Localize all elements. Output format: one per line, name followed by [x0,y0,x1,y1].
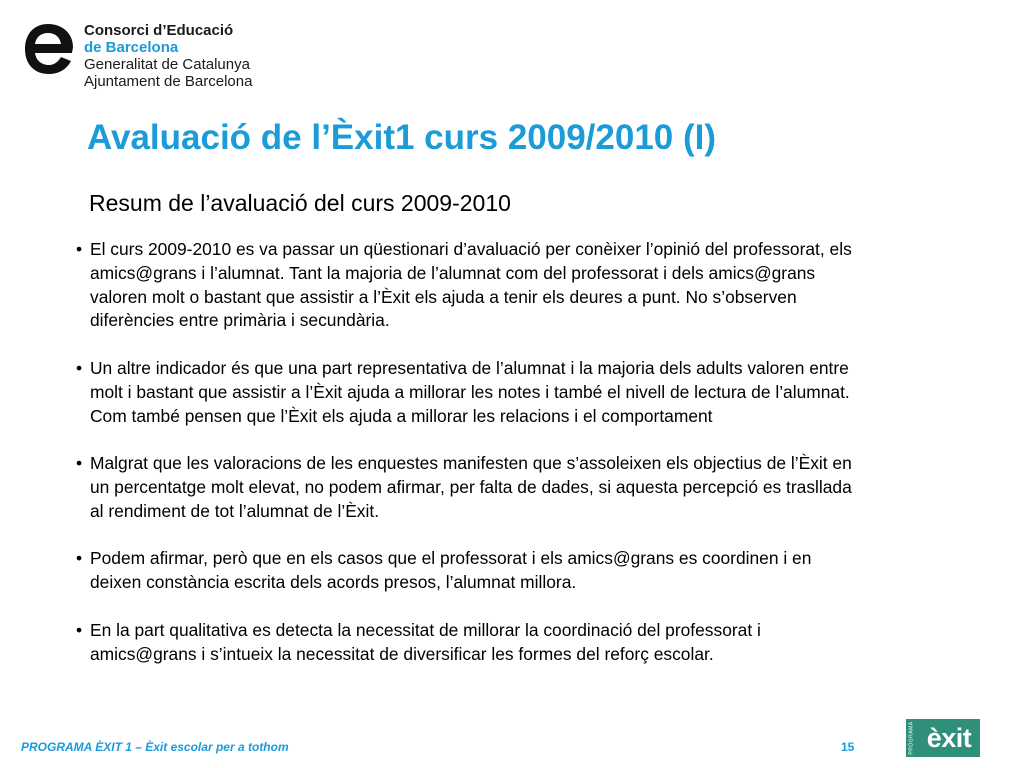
bullet-item [76,238,986,333]
bullet-text [90,357,850,428]
bullet-line: deixen constància escrita dels acords presos, l’alumnat millora. [90,572,577,593]
organization-name [84,22,252,90]
logo-word: èxit [926,723,972,753]
bullet-line: Com també pensen que l’Èxit els ajuda a millorar les relacions i el comportament [90,405,713,426]
org-name-line-4: Ajuntament de Barcelona [84,73,253,90]
logo-side-label [906,719,918,757]
footer-program-text: PROGRAMA ÈXIT 1 – Èxit escolar per a tothom [21,740,289,754]
bullet-text [90,547,811,595]
org-name-line-2: de Barcelona [84,39,179,56]
bullet-list [76,238,986,690]
bullet-text [90,452,852,523]
bullet-item [76,619,986,667]
slide-subtitle: Resum de l’avaluació del curs 2009-2010 [89,190,511,216]
bullet-line: Malgrat que les valoracions de les enquestes manifesten que s’assoleixen els objectius de l’Èxit en [90,453,852,474]
exit-program-logo-icon [906,719,980,757]
bullet-icon: • [76,619,83,640]
bullet-line: amics@grans i l’alumnat. Tant la majoria de l’alumnat com del professorat i dels amics@grans [90,262,816,283]
bullet-line: amics@grans i s’intueix la necessitat de diversificar les formes del reforç escolar. [90,643,714,664]
bullet-line: Un altre indicador és que una part representativa de l’alumnat i la majoria dels adults valoren entre [90,357,849,378]
org-name-line-1: Consorci d’Educació [84,22,234,39]
slide-title: Avaluació de l’Èxit1 curs 2009/2010 (I) [87,118,717,157]
bullet-line: El curs 2009-2010 es va passar un qüestionari d’avaluació per conèixer l’opinió del professorat, els [90,239,852,259]
bullet-icon: • [76,239,83,259]
bullet-text [90,238,852,333]
bullet-item [76,452,986,523]
bullet-line: al rendiment de tot l’alumnat de l’Èxit. [90,500,380,521]
bullet-text [90,619,761,667]
bullet-line: En la part qualitativa es detecta la necessitat de millorar la coordinació del professorat i [90,619,761,640]
logo-side-text: PROGRAMA [909,721,916,755]
consorci-e-logo-icon [22,20,74,78]
bullet-item [76,357,986,428]
org-name-line-3: Generalitat de Catalunya [84,56,250,73]
bullet-line: un percentatge molt elevat, no podem afirmar, per falta de dades, si aquesta percepció es trasllada [90,476,852,497]
page-number: 15 [841,740,855,754]
bullet-line: molt i bastant que assistir a l’Èxit ajuda a millorar les notes i també el nivell de lectura de l’alumnat. [90,381,850,402]
bullet-line: diferències entre primària i secundària. [90,310,390,331]
bullet-line: valoren molt o bastant que assistir a l’Èxit els ajuda a tenir els deures a punt. No s’observen [90,286,797,307]
bullet-icon: • [76,453,83,474]
bullet-line: Podem afirmar, però que en els casos que el professorat i els amics@grans es coordinen i en [90,548,812,569]
bullet-item [76,547,986,595]
bullet-icon: • [76,548,83,569]
bullet-icon: • [76,357,83,378]
